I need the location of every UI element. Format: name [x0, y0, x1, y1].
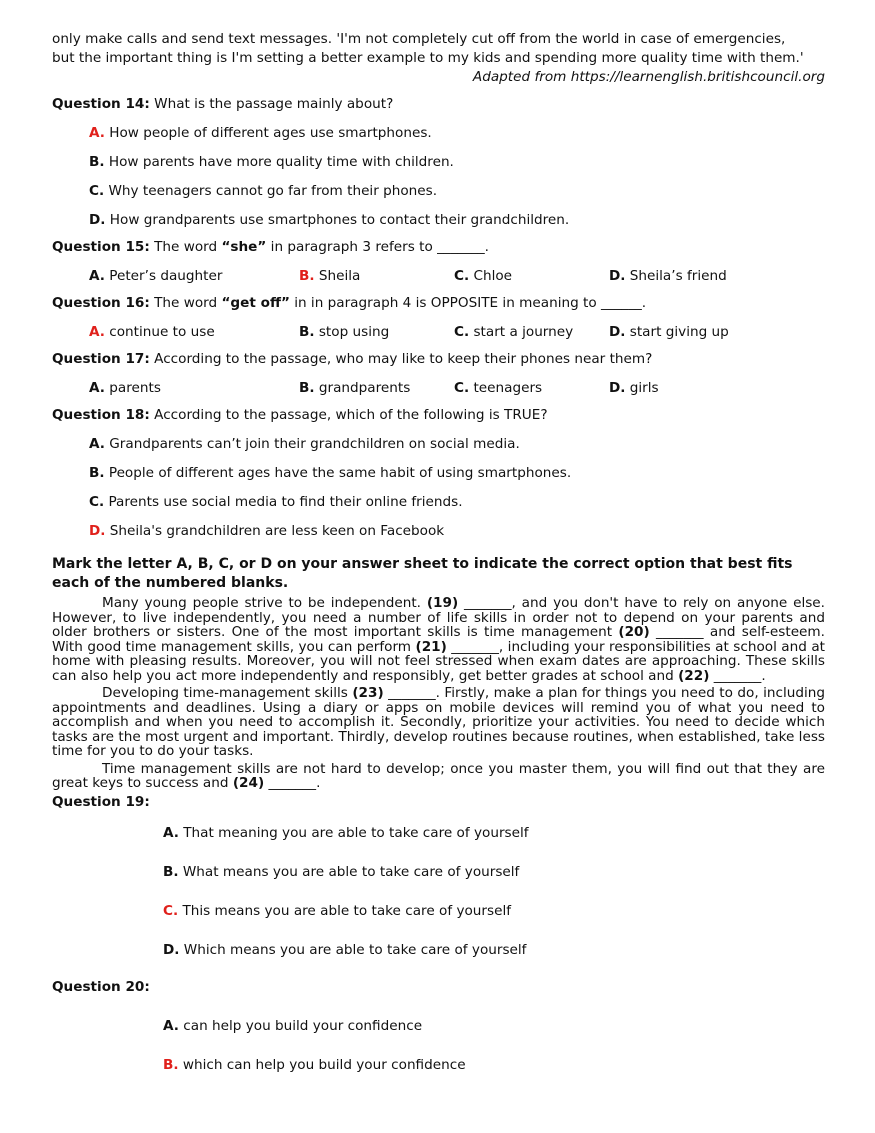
- option-letter: B.: [89, 154, 105, 170]
- option-text: How parents have more quality time with children.: [104, 154, 454, 170]
- option-14-d[interactable]: [52, 211, 825, 230]
- option-19-d[interactable]: [52, 941, 825, 960]
- options-row-16: [52, 323, 825, 342]
- option-letter: D.: [609, 324, 626, 340]
- question-14: [52, 95, 825, 114]
- question-18: [52, 406, 825, 425]
- passage-text: Time management skills are not hard to develop; once you master them, you will find out that they are great keys to success and: [52, 760, 825, 791]
- highlighted-word: “get off”: [221, 295, 290, 311]
- section-instruction: Mark the letter A, B, C, or D on your answer sheet to indicate the correct option that best fits each of the numbered blanks.: [52, 556, 793, 591]
- option-text: Sheila: [314, 268, 361, 284]
- option-15-d[interactable]: [609, 267, 769, 286]
- question-16: [52, 294, 825, 313]
- option-text: start a journey: [469, 324, 574, 340]
- passage-text: _______. Firstly, make a plan for things you need to do, including appointments and deadlines. Using a diary or apps on mobile devices will remind you of what you need to accomplish and when you need to accomplish it. Secondly, prioritize your activities. You need to decide which tasks are the most urgent and important. Thirdly, develop routines because routines, when established, take less time for you to do your tasks.: [52, 685, 825, 759]
- option-18-b[interactable]: [52, 464, 825, 483]
- option-15-b[interactable]: [299, 267, 454, 286]
- option-text: girls: [625, 380, 659, 396]
- option-14-b[interactable]: [52, 153, 825, 172]
- question-text: According to the passage, which of the following is TRUE?: [149, 407, 548, 423]
- passage-text: _______.: [709, 667, 766, 684]
- option-text: Sheila's grandchildren are less keen on Facebook: [105, 523, 445, 539]
- option-letter: B.: [299, 268, 315, 284]
- question-label: Question 16:: [52, 295, 150, 311]
- passage-text: Many young people strive to be independent.: [102, 595, 427, 611]
- option-letter: C.: [163, 902, 179, 919]
- option-letter: B.: [163, 863, 179, 880]
- option-letter: C.: [454, 380, 470, 396]
- passage-text: _______ and self-esteem. With good time management skills, you can perform: [52, 624, 825, 655]
- option-text: can help you build your confidence: [178, 1017, 423, 1034]
- option-15-a[interactable]: [89, 267, 299, 286]
- option-letter: C.: [454, 324, 470, 340]
- option-letter: D.: [89, 523, 106, 539]
- option-18-d[interactable]: [52, 522, 825, 541]
- option-letter: B.: [89, 465, 105, 481]
- option-text: Parents use social media to find their online friends.: [104, 494, 463, 510]
- question-text: The word: [149, 239, 222, 255]
- option-text: That meaning you are able to take care of yourself: [178, 824, 529, 841]
- document-page: [52, 30, 825, 1075]
- blank-24: (24): [232, 775, 265, 791]
- option-letter: D.: [609, 380, 626, 396]
- option-letter: A.: [89, 268, 105, 284]
- question-label: Question 18:: [52, 407, 150, 423]
- option-19-c[interactable]: [52, 902, 825, 921]
- options-row-17: [52, 379, 825, 398]
- passage-paragraph-3: [52, 762, 825, 791]
- option-text: Chloe: [469, 268, 513, 284]
- option-text: start giving up: [625, 324, 729, 340]
- option-15-c[interactable]: [454, 267, 609, 286]
- question-20: Question 20:: [52, 978, 150, 995]
- question-15: [52, 238, 825, 257]
- option-14-c[interactable]: [52, 182, 825, 201]
- option-letter: D.: [163, 941, 180, 958]
- source-citation: Adapted from https://learnenglish.britishcouncil.org: [472, 69, 825, 85]
- option-letter: B.: [299, 380, 315, 396]
- option-text: What means you are able to take care of yourself: [178, 863, 520, 880]
- option-text: Grandparents can’t join their grandchildren on social media.: [104, 436, 520, 452]
- question-text: The word: [149, 295, 222, 311]
- option-17-a[interactable]: [89, 379, 299, 398]
- option-letter: C.: [89, 183, 105, 199]
- option-letter: B.: [163, 1056, 179, 1073]
- intro-line-1: only make calls and send text messages. 'I'm not completely cut off from the world in case of emergencies,: [52, 31, 786, 47]
- question-17: [52, 350, 825, 369]
- question-text: According to the passage, who may like to keep their phones near them?: [149, 351, 653, 367]
- option-text: Which means you are able to take care of yourself: [179, 941, 527, 958]
- intro-line-2: but the important thing is I'm setting a better example to my kids and spending more quality time with them.': [52, 50, 804, 66]
- option-letter: A.: [89, 436, 105, 452]
- option-17-d[interactable]: [609, 379, 769, 398]
- option-letter: A.: [89, 125, 105, 141]
- highlighted-word: “she”: [221, 239, 267, 255]
- option-text: stop using: [314, 324, 390, 340]
- question-text: What is the passage mainly about?: [149, 96, 394, 112]
- blank-21: (21): [415, 638, 447, 655]
- option-16-d[interactable]: [609, 323, 769, 342]
- options-row-15: [52, 267, 825, 286]
- option-text: Why teenagers cannot go far from their phones.: [104, 183, 438, 199]
- question-19: Question 19:: [52, 793, 150, 810]
- option-16-a[interactable]: [89, 323, 299, 342]
- option-text: teenagers: [469, 380, 543, 396]
- passage-text: _______, and you don't have to rely on anyone else. However, to live independently, you need a number of life skills in order not to depend on your parents and older brothers or sisters. One of the most important skills is time management: [52, 595, 825, 640]
- passage-text: _______.: [264, 775, 321, 791]
- option-letter: C.: [89, 494, 105, 510]
- option-text: which can help you build your confidence: [178, 1056, 466, 1073]
- passage-text: Developing time-management skills: [102, 685, 353, 701]
- option-20-a[interactable]: [52, 1017, 825, 1036]
- question-text: in paragraph 3 refers to _______.: [266, 239, 490, 255]
- option-letter: A.: [89, 380, 105, 396]
- blank-19: (19): [426, 595, 459, 611]
- blank-20: (20): [618, 624, 650, 640]
- option-20-b[interactable]: [52, 1056, 825, 1075]
- option-letter: A.: [89, 324, 105, 340]
- passage-text: _______, including your responsibilities at school and at home with pleasing results. Moreover, you will not feel stressed when exam dates are approaching. These skills can also help you act more independently and responsibly, get better grades at school and: [52, 638, 825, 684]
- option-17-c[interactable]: [454, 379, 609, 398]
- option-letter: B.: [299, 324, 315, 340]
- question-text: in in paragraph 4 is OPPOSITE in meaning to ______.: [289, 295, 647, 311]
- option-text: grandparents: [314, 380, 411, 396]
- option-letter: A.: [163, 824, 179, 841]
- option-text: How people of different ages use smartphones.: [104, 125, 432, 141]
- option-text: How grandparents use smartphones to contact their grandchildren.: [105, 212, 570, 228]
- blank-22: (22): [678, 667, 710, 684]
- option-17-b[interactable]: [299, 379, 454, 398]
- passage-paragraph-2: [52, 686, 825, 759]
- option-text: continue to use: [104, 324, 215, 340]
- option-19-a[interactable]: [52, 824, 825, 843]
- option-18-a[interactable]: [52, 435, 825, 454]
- option-16-b[interactable]: [299, 323, 454, 342]
- option-text: This means you are able to take care of yourself: [178, 902, 512, 919]
- option-text: People of different ages have the same habit of using smartphones.: [104, 465, 572, 481]
- option-letter: D.: [609, 268, 626, 284]
- option-16-c[interactable]: [454, 323, 609, 342]
- option-letter: D.: [89, 212, 106, 228]
- option-text: Peter’s daughter: [104, 268, 223, 284]
- option-14-a[interactable]: [52, 124, 825, 143]
- option-text: Sheila’s friend: [625, 268, 727, 284]
- question-label: Question 14:: [52, 96, 150, 112]
- option-18-c[interactable]: [52, 493, 825, 512]
- question-label: Question 15:: [52, 239, 150, 255]
- option-19-b[interactable]: [52, 863, 825, 882]
- blank-23: (23): [352, 685, 384, 701]
- question-label: Question 17:: [52, 351, 150, 367]
- option-letter: C.: [454, 268, 470, 284]
- passage-paragraph-1: [52, 596, 825, 683]
- option-text: parents: [104, 380, 161, 396]
- option-letter: A.: [163, 1017, 179, 1034]
